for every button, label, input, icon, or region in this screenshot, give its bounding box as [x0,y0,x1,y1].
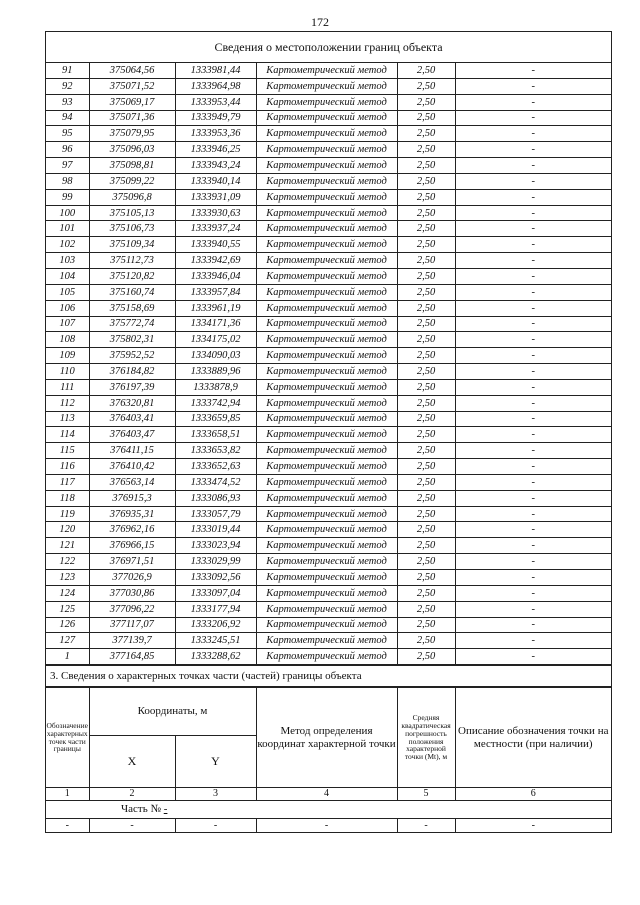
description-cell: - [455,490,611,506]
point-number-cell: 103 [46,253,89,269]
column-number: 5 [397,788,455,801]
accuracy-cell: 2,50 [397,601,455,617]
table-row [46,506,611,522]
column-number: 6 [455,788,611,801]
coord-y-cell: 1333946,04 [175,268,256,284]
coord-x-cell: 376966,15 [89,538,175,554]
accuracy-cell: 2,50 [397,63,455,78]
accuracy-cell: 2,50 [397,126,455,142]
coord-y-cell: 1333086,93 [175,490,256,506]
accuracy-cell: 2,50 [397,348,455,364]
coord-y-cell: 1333961,19 [175,300,256,316]
coord-y-cell: 1333288,62 [175,649,256,665]
header-coordinates: Координаты, м [89,688,256,736]
method-cell: Картометрический метод [256,284,397,300]
point-number-cell: 100 [46,205,89,221]
description-cell: - [455,205,611,221]
table-row [46,649,611,665]
method-cell: Картометрический метод [256,395,397,411]
method-cell: Картометрический метод [256,268,397,284]
point-number-cell: 1 [46,649,89,665]
accuracy-cell: 2,50 [397,411,455,427]
section3-title: 3. Сведения о характерных точках части (частей) границы объекта [46,665,611,687]
method-cell: Картометрический метод [256,538,397,554]
accuracy-cell: 2,50 [397,316,455,332]
table-row [46,522,611,538]
description-cell: - [455,332,611,348]
description-cell: - [455,284,611,300]
coord-y-cell: 1333878,9 [175,379,256,395]
coord-y-cell: 1333931,09 [175,189,256,205]
coord-y-cell: 1333206,92 [175,617,256,633]
method-cell: Картометрический метод [256,221,397,237]
description-cell: - [455,300,611,316]
coord-x-cell: 377096,22 [89,601,175,617]
table-row [46,411,611,427]
coord-y-cell: 1333019,44 [175,522,256,538]
point-number-cell: 127 [46,633,89,649]
coord-x-cell: 377117,07 [89,617,175,633]
point-number-cell: 91 [46,63,89,78]
table-row [46,63,611,78]
accuracy-cell: 2,50 [397,158,455,174]
table-row [46,126,611,142]
accuracy-cell: 2,50 [397,427,455,443]
description-cell: - [455,63,611,78]
coord-x-cell: 377030,86 [89,585,175,601]
point-number-cell: 116 [46,459,89,475]
table-row [46,173,611,189]
accuracy-cell: 2,50 [397,633,455,649]
coord-y-cell: 1333652,63 [175,459,256,475]
point-number-cell: 107 [46,316,89,332]
method-cell: Картометрический метод [256,78,397,94]
accuracy-cell: 2,50 [397,300,455,316]
coord-y-cell: 1333092,56 [175,570,256,586]
header-method: Метод определения координат характерной точки [256,688,397,788]
coord-x-cell: 375071,36 [89,110,175,126]
table-row [46,379,611,395]
description-cell: - [455,395,611,411]
accuracy-cell: 2,50 [397,189,455,205]
table-row [46,348,611,364]
description-cell: - [455,237,611,253]
description-cell: - [455,617,611,633]
point-number-cell: 101 [46,221,89,237]
column-number: 2 [89,788,175,801]
coord-x-cell: 375952,52 [89,348,175,364]
coord-y-cell: 1333245,51 [175,633,256,649]
point-number-cell: 117 [46,474,89,490]
coord-y-cell: 1333177,94 [175,601,256,617]
table-row [46,205,611,221]
table-row [46,617,611,633]
description-cell: - [455,189,611,205]
point-number-cell: 109 [46,348,89,364]
coord-y-cell: 1333964,98 [175,78,256,94]
description-cell: - [455,459,611,475]
table-row [46,221,611,237]
coord-x-cell: 375112,73 [89,253,175,269]
method-cell: Картометрический метод [256,459,397,475]
description-cell: - [455,78,611,94]
accuracy-cell: 2,50 [397,221,455,237]
accuracy-cell: 2,50 [397,94,455,110]
coord-y-cell: 1334090,03 [175,348,256,364]
table-row [46,570,611,586]
point-number-cell: 119 [46,506,89,522]
coord-x-cell: 375079,95 [89,126,175,142]
coord-x-cell: 377026,9 [89,570,175,586]
accuracy-cell: 2,50 [397,649,455,665]
accuracy-cell: 2,50 [397,490,455,506]
coord-x-cell: 376403,47 [89,427,175,443]
coord-x-cell: 375109,34 [89,237,175,253]
table-row [46,142,611,158]
part-row [46,801,611,819]
description-cell: - [455,94,611,110]
table-row [46,110,611,126]
coord-x-cell: 375158,69 [89,300,175,316]
description-cell: - [455,253,611,269]
coord-x-cell: 377139,7 [89,633,175,649]
coord-y-cell: 1333953,44 [175,94,256,110]
coord-x-cell: 375096,03 [89,142,175,158]
method-cell: Картометрический метод [256,554,397,570]
point-number-cell: 99 [46,189,89,205]
table-row [46,284,611,300]
method-cell: Картометрический метод [256,110,397,126]
description-cell: - [455,348,611,364]
table-cell: - [397,819,455,832]
point-number-cell: 98 [46,173,89,189]
accuracy-cell: 2,50 [397,506,455,522]
coord-y-cell: 1333889,96 [175,364,256,380]
description-cell: - [455,601,611,617]
point-number-cell: 113 [46,411,89,427]
coord-y-cell: 1333981,44 [175,63,256,78]
description-cell: - [455,221,611,237]
method-cell: Картометрический метод [256,300,397,316]
point-number-cell: 105 [46,284,89,300]
coord-x-cell: 376915,3 [89,490,175,506]
coord-x-cell: 376410,42 [89,459,175,475]
method-cell: Картометрический метод [256,237,397,253]
method-cell: Картометрический метод [256,443,397,459]
method-cell: Картометрический метод [256,601,397,617]
method-cell: Картометрический метод [256,490,397,506]
method-cell: Картометрический метод [256,142,397,158]
table-row [46,474,611,490]
coord-x-cell: 375105,13 [89,205,175,221]
coord-x-cell: 375099,22 [89,173,175,189]
coord-y-cell: 1333474,52 [175,474,256,490]
description-cell: - [455,126,611,142]
table-row [46,585,611,601]
point-number-cell: 92 [46,78,89,94]
section-title: Сведения о местоположении границ объекта [46,32,611,63]
document-sheet [45,31,612,833]
coord-y-cell: 1333659,85 [175,411,256,427]
coord-y-cell: 1333937,24 [175,221,256,237]
description-cell: - [455,474,611,490]
table-row [46,332,611,348]
method-cell: Картометрический метод [256,585,397,601]
coord-x-cell: 376184,82 [89,364,175,380]
coord-x-cell: 376935,31 [89,506,175,522]
table-row [46,268,611,284]
coord-y-cell: 1333949,79 [175,110,256,126]
coord-x-cell: 375064,56 [89,63,175,78]
method-cell: Картометрический метод [256,570,397,586]
table-cell: - [175,819,256,832]
table-row [46,316,611,332]
coord-y-cell: 1333953,36 [175,126,256,142]
coord-y-cell: 1333930,63 [175,205,256,221]
coord-x-cell: 375071,52 [89,78,175,94]
coord-y-cell: 1333742,94 [175,395,256,411]
method-cell: Картометрический метод [256,94,397,110]
table-cell: - [256,819,397,832]
point-number-cell: 121 [46,538,89,554]
coord-x-cell: 376403,41 [89,411,175,427]
point-number-cell: 126 [46,617,89,633]
accuracy-cell: 2,50 [397,554,455,570]
point-number-cell: 123 [46,570,89,586]
point-number-cell: 102 [46,237,89,253]
coord-y-cell: 1333946,25 [175,142,256,158]
method-cell: Картометрический метод [256,364,397,380]
coord-y-cell: 1333943,24 [175,158,256,174]
table-cell: - [46,819,89,832]
method-cell: Картометрический метод [256,332,397,348]
coord-y-cell: 1333957,84 [175,284,256,300]
table-row [46,490,611,506]
table-row [46,427,611,443]
description-cell: - [455,379,611,395]
point-number-cell: 124 [46,585,89,601]
description-cell: - [455,538,611,554]
part-label: Часть № - [46,801,611,819]
table-row [46,554,611,570]
point-number-cell: 120 [46,522,89,538]
coord-x-cell: 376320,81 [89,395,175,411]
method-cell: Картометрический метод [256,205,397,221]
coord-x-cell: 375069,17 [89,94,175,110]
description-cell: - [455,443,611,459]
coord-y-cell: 1333942,69 [175,253,256,269]
table-row [46,300,611,316]
coord-x-cell: 375096,8 [89,189,175,205]
accuracy-cell: 2,50 [397,173,455,189]
coord-y-cell: 1333940,14 [175,173,256,189]
table-row [46,94,611,110]
coord-y-cell: 1334171,36 [175,316,256,332]
table-row [46,253,611,269]
page-number: 172 [311,15,329,29]
header-y: Y [175,736,256,788]
table-cell: - [89,819,175,832]
method-cell: Картометрический метод [256,189,397,205]
table-row [46,237,611,253]
method-cell: Картометрический метод [256,253,397,269]
accuracy-cell: 2,50 [397,617,455,633]
point-number-cell: 96 [46,142,89,158]
coord-y-cell: 1333023,94 [175,538,256,554]
method-cell: Картометрический метод [256,379,397,395]
accuracy-cell: 2,50 [397,78,455,94]
method-cell: Картометрический метод [256,617,397,633]
coord-y-cell: 1333658,51 [175,427,256,443]
table-cell: - [455,819,611,832]
accuracy-cell: 2,50 [397,459,455,475]
point-number-cell: 125 [46,601,89,617]
table-row [46,158,611,174]
method-cell: Картометрический метод [256,427,397,443]
description-cell: - [455,427,611,443]
point-number-cell: 118 [46,490,89,506]
point-number-cell: 110 [46,364,89,380]
coord-x-cell: 375098,81 [89,158,175,174]
description-cell: - [455,411,611,427]
point-number-cell: 94 [46,110,89,126]
description-cell: - [455,570,611,586]
coord-x-cell: 376411,15 [89,443,175,459]
coord-x-cell: 375120,82 [89,268,175,284]
table-row [46,601,611,617]
coord-y-cell: 1333057,79 [175,506,256,522]
method-cell: Картометрический метод [256,173,397,189]
description-cell: - [455,633,611,649]
table-row [46,189,611,205]
description-cell: - [455,142,611,158]
point-number-cell: 111 [46,379,89,395]
coord-x-cell: 375160,74 [89,284,175,300]
method-cell: Картометрический метод [256,348,397,364]
part-number: - [163,803,168,816]
method-cell: Картометрический метод [256,649,397,665]
accuracy-cell: 2,50 [397,205,455,221]
column-number: 3 [175,788,256,801]
table-row [46,395,611,411]
accuracy-cell: 2,50 [397,364,455,380]
coord-x-cell: 375772,74 [89,316,175,332]
accuracy-cell: 2,50 [397,570,455,586]
boundary-points-table [46,63,611,665]
part-points-table [46,687,611,832]
point-number-cell: 108 [46,332,89,348]
coord-x-cell: 376197,39 [89,379,175,395]
accuracy-cell: 2,50 [397,474,455,490]
accuracy-cell: 2,50 [397,332,455,348]
coord-y-cell: 1333940,55 [175,237,256,253]
accuracy-cell: 2,50 [397,253,455,269]
table-row [46,633,611,649]
point-number-cell: 104 [46,268,89,284]
accuracy-cell: 2,50 [397,268,455,284]
table-row [46,364,611,380]
point-number-cell: 122 [46,554,89,570]
point-number-cell: 95 [46,126,89,142]
accuracy-cell: 2,50 [397,522,455,538]
accuracy-cell: 2,50 [397,284,455,300]
header-point-designation: Обозначение характерных точек части границы [46,688,89,788]
coord-x-cell: 376563,14 [89,474,175,490]
header-accuracy: Средняя квадратическая погрешность положения характерной точки (Мt), м [397,688,455,788]
column-number-row [46,788,611,801]
header-x: X [89,736,175,788]
description-cell: - [455,364,611,380]
method-cell: Картометрический метод [256,474,397,490]
accuracy-cell: 2,50 [397,379,455,395]
table-row [46,538,611,554]
accuracy-cell: 2,50 [397,585,455,601]
point-number-cell: 97 [46,158,89,174]
method-cell: Картометрический метод [256,411,397,427]
accuracy-cell: 2,50 [397,237,455,253]
method-cell: Картометрический метод [256,506,397,522]
coord-x-cell: 376962,16 [89,522,175,538]
point-number-cell: 112 [46,395,89,411]
column-number: 4 [256,788,397,801]
accuracy-cell: 2,50 [397,142,455,158]
coord-y-cell: 1334175,02 [175,332,256,348]
point-number-cell: 93 [46,94,89,110]
method-cell: Картометрический метод [256,316,397,332]
coord-x-cell: 377164,85 [89,649,175,665]
description-cell: - [455,522,611,538]
method-cell: Картометрический метод [256,126,397,142]
description-cell: - [455,268,611,284]
point-number-cell: 115 [46,443,89,459]
table-row [46,459,611,475]
description-cell: - [455,158,611,174]
description-cell: - [455,585,611,601]
method-cell: Картометрический метод [256,158,397,174]
description-cell: - [455,554,611,570]
description-cell: - [455,649,611,665]
accuracy-cell: 2,50 [397,395,455,411]
accuracy-cell: 2,50 [397,110,455,126]
accuracy-cell: 2,50 [397,443,455,459]
coord-y-cell: 1333029,99 [175,554,256,570]
empty-point-row [46,819,611,832]
description-cell: - [455,506,611,522]
coord-y-cell: 1333097,04 [175,585,256,601]
accuracy-cell: 2,50 [397,538,455,554]
coord-x-cell: 375106,73 [89,221,175,237]
table-row [46,78,611,94]
column-number: 1 [46,788,89,801]
description-cell: - [455,316,611,332]
description-cell: - [455,173,611,189]
coord-x-cell: 376971,51 [89,554,175,570]
coord-y-cell: 1333653,82 [175,443,256,459]
point-number-cell: 114 [46,427,89,443]
method-cell: Картометрический метод [256,633,397,649]
description-cell: - [455,110,611,126]
header-description: Описание обозначения точки на местности (при наличии) [455,688,611,788]
point-number-cell: 106 [46,300,89,316]
coord-x-cell: 375802,31 [89,332,175,348]
table-row [46,443,611,459]
method-cell: Картометрический метод [256,522,397,538]
method-cell: Картометрический метод [256,63,397,78]
